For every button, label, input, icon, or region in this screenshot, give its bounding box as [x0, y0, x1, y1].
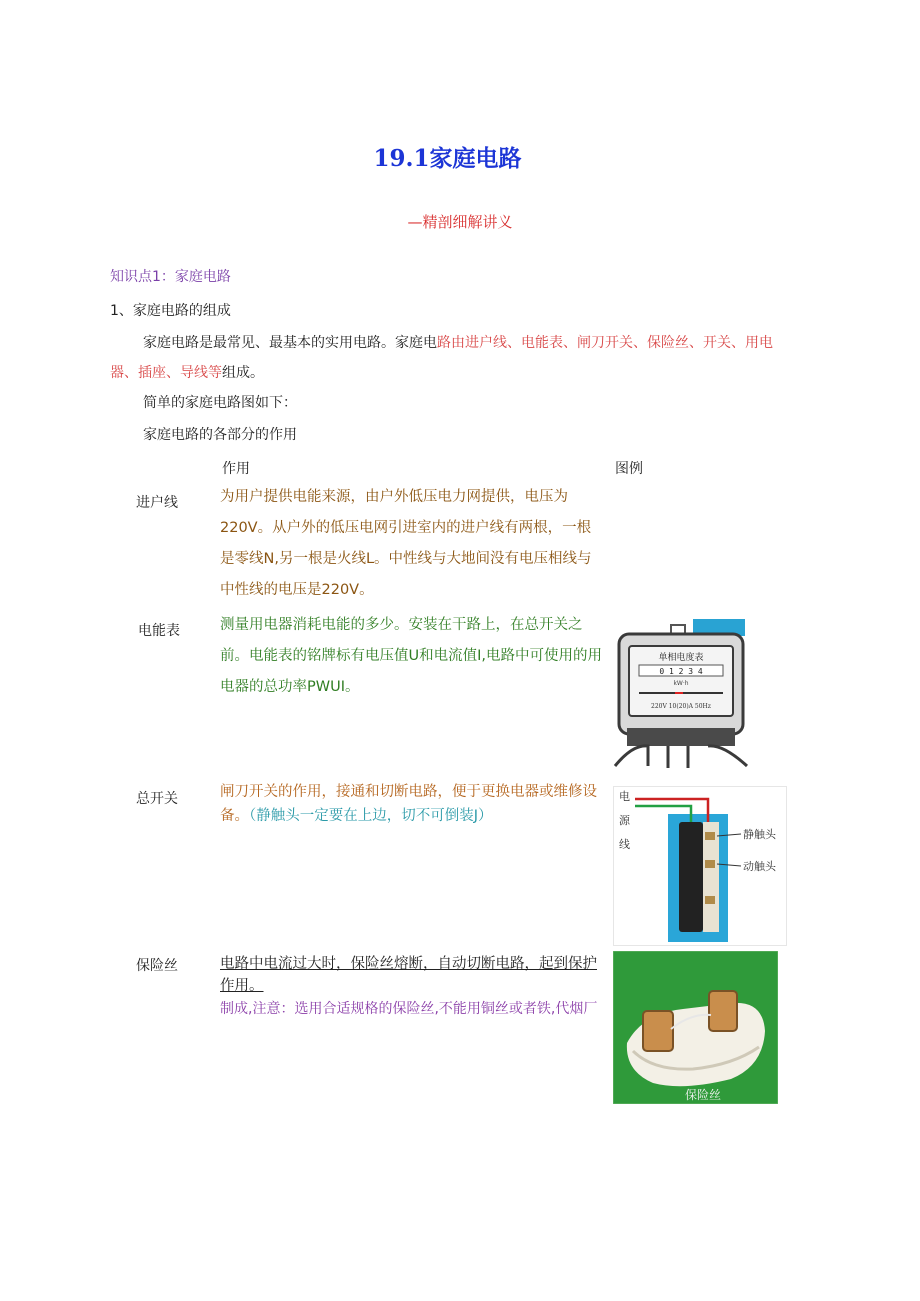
meter-unit: kW·h: [673, 680, 689, 687]
row-label-main-switch: 总开关: [136, 791, 178, 807]
fuse-left-clip: [643, 1011, 673, 1051]
meter-terminal-block: [627, 728, 735, 746]
intro-text-red: 路由进户线、电能表、闸刀开关、保险丝、开关、用电器、插座、导线等: [110, 335, 773, 381]
switch-text: 闸刀开关的作用，接通和切断电路，便于更换电器或维修设备。: [220, 784, 597, 824]
page-title: 19.1家庭电路: [373, 145, 522, 172]
fuse-caption: 保险丝: [684, 1088, 722, 1102]
column-header-function: 作用: [222, 461, 250, 477]
knowledge-point-heading: 知识点1：家庭电路: [110, 269, 231, 285]
power-line-label-3: 线: [619, 838, 630, 851]
fuse-right-clip: [709, 991, 737, 1031]
knife-switch-figure: [613, 786, 787, 946]
row-text-service-line: 为用户提供电能来源，由户外低压电力网提供，电压为220V。从户外的低压电网引进室内的进户线有两根，一根是零线N,另一根是火线L。中性线与大地间没有电压相线与中性线的电压是220V。: [220, 489, 592, 598]
section-heading: 1、家庭电路的组成: [110, 303, 231, 319]
power-line-label-1: 电: [619, 790, 630, 803]
switch-blade: [679, 822, 703, 932]
meter-nameplate-label: 单相电度表: [658, 653, 704, 663]
page-subtitle: —精剖细解讲义: [407, 213, 513, 231]
functions-heading: 家庭电路的各部分的作用: [143, 427, 297, 443]
row-text-fuse: 电路中电流过大时，保险丝熔断，自动切断电路，起到保护作用。: [220, 956, 597, 994]
row-label-meter: 电能表: [138, 623, 180, 639]
power-line-label-2: 源: [619, 814, 630, 827]
switch-note: （静触头一定要在上边，切不可倒装J）: [249, 808, 493, 824]
row-label-fuse: 保险丝: [136, 958, 178, 974]
moving-contact-label: 动触头: [743, 860, 776, 873]
static-contact-label: 静触头: [743, 828, 776, 841]
row-label-service-line: 进户线: [136, 495, 178, 511]
meter-digits: 0 1 2 3 4: [659, 667, 703, 676]
intro-paragraph: [110, 328, 782, 388]
fuse-figure: [613, 951, 778, 1104]
intro-text-a: 家庭电路是最常见、最基本的实用电路。家庭电: [143, 335, 437, 351]
meter-ratings: 220V 10(20)A 50Hz: [651, 703, 711, 710]
column-header-figure: 图例: [615, 461, 643, 477]
electric-meter-figure: [613, 616, 749, 774]
row-text-meter: 测量用电器消耗电能的多少。安装在干路上，在总开关之前。电能表的铭牌标有电压值U和电流值I,电路中可使用的用电器的总功率PWUI。: [220, 617, 602, 695]
diagram-intro: 简单的家庭电路图如下：: [143, 395, 297, 411]
row-text-main-switch: [220, 780, 605, 828]
row-note-fuse: 制成,注意：选用合适规格的保险丝,不能用铜丝或者铁,代烟厂: [220, 1001, 598, 1017]
intro-text-b: 组成。: [222, 365, 264, 381]
